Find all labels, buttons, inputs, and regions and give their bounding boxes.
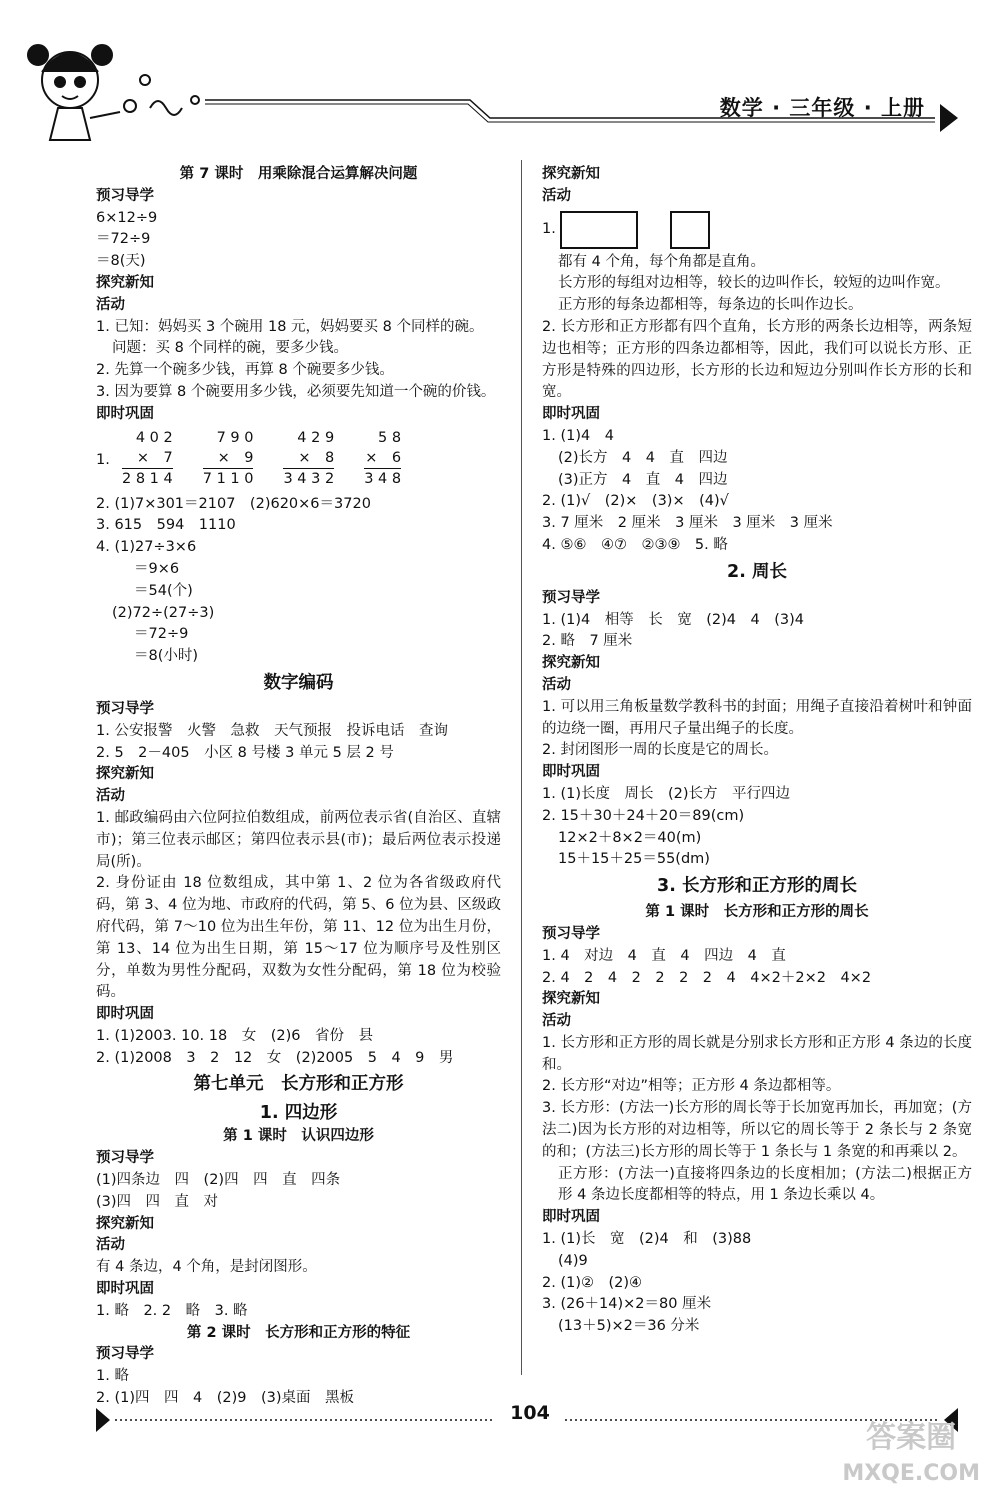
subsection-heading: 预习导学 (96, 700, 154, 717)
text-line: (2)长方 4 4 直 四边 (558, 449, 728, 466)
left-section-lesson7 (96, 164, 501, 426)
left-section-quadrilateral (96, 1126, 501, 1409)
mult-op: × 6 (364, 448, 401, 469)
text-line: 3. 因为要算 8 个碗要用多少钱，必须要先知道一个碗的价钱。 (96, 383, 496, 400)
text-line: 长方形的每组对边相等，较长的边叫作长，较短的边叫作宽。 (558, 275, 950, 292)
watermark-logo (842, 1420, 980, 1492)
subsection-heading: 即时巩固 (542, 764, 600, 781)
section-title-rect-perimeter: 3. 长方形和正方形的周长 (657, 876, 857, 897)
section-title-digital-code: 数字编码 (263, 672, 334, 693)
subsection-heading: 即时巩固 (96, 1006, 154, 1023)
watermark-line2: MXQE.COM (842, 1461, 980, 1486)
subsection-heading: 探究新知 (542, 655, 600, 672)
subsection-heading: 预习导学 (542, 925, 600, 942)
left-section-lesson7-b (96, 494, 501, 668)
vertical-multiplication (364, 428, 401, 489)
text-line: 1. 已知：妈妈买 3 个碗用 18 元，妈妈要买 8 个同样的碗。 (96, 318, 484, 335)
text-line: 12×2＋8×2＝40(m) (558, 829, 702, 846)
text-line: 4. (1)27÷3×6 (96, 539, 197, 556)
unit-title: 第七单元 长方形和正方形 (193, 1074, 404, 1095)
subsection-heading: 探究新知 (96, 274, 154, 291)
vertical-multiplication-row (96, 428, 501, 494)
square-shape (670, 211, 710, 249)
subsection-heading: 即时巩固 (542, 406, 600, 423)
text-line: (3)正方 4 直 4 四边 (558, 471, 728, 488)
text-line: 2. 4 2 4 2 2 2 2 4 4×2＋2×2 4×2 (542, 969, 872, 986)
watermark-line1: 答案圈 (866, 1420, 957, 1455)
lesson-heading: 第 1 课时 长方形和正方形的周长 (645, 904, 869, 921)
text-line: 2. (1)2008 3 2 12 女 (2)2005 5 4 9 男 (96, 1049, 454, 1066)
subsection-heading: 活动 (96, 296, 125, 313)
mult-top: 5 8 (378, 429, 402, 446)
subsection-heading: 预习导学 (96, 1346, 154, 1363)
text-line: 1. 略 2. 2 略 3. 略 (96, 1302, 248, 1319)
lesson-heading: 第 1 课时 认识四边形 (223, 1128, 374, 1145)
subsection-heading: 预习导学 (96, 187, 154, 204)
subsection-heading: 即时巩固 (96, 1281, 154, 1298)
text-line: 2. 15＋30＋24＋20＝89(cm) (542, 807, 745, 824)
text-line: ＝8(天) (96, 253, 146, 270)
right-section-rect-perimeter (542, 902, 972, 1338)
lesson-heading: 第 7 课时 用乘除混合运算解决问题 (179, 166, 418, 182)
text-line: 3. (26＋14)×2＝80 厘米 (542, 1296, 712, 1313)
cartoon-girl-icon (28, 45, 199, 140)
text-line: 2. 长方形和正方形都有四个直角，长方形的两条长边相等，两条短边也相等；正方形的四条边都相等，因此，我们可以说长方形、正方形是特殊的四边形，长方形的长边和短边分别叫作长方形的长和宽。 (542, 318, 972, 401)
text-line: 2. 长方形“对边”相等；正方形 4 条边都相等。 (542, 1078, 841, 1095)
text-line: (4)9 (558, 1252, 588, 1269)
mult-top: 4 2 9 (297, 429, 335, 446)
text-line: 1. 邮政编码由六位阿拉伯数组成，前两位表示省(自治区、直辖市)；第三位表示邮区；第四位表示县(市)；最后两位表示投递局(所)。 (96, 809, 501, 870)
text-line: (2)72÷(27÷3) (112, 604, 215, 621)
subsection-heading: 活动 (96, 1237, 125, 1254)
text-line: 1. 略 (96, 1368, 129, 1385)
text-line: (3)四 四 直 对 (96, 1193, 219, 1210)
mult-label: 1. (96, 451, 110, 468)
subsection-heading: 活动 (96, 788, 125, 805)
subsection-heading: 活动 (542, 1013, 571, 1030)
text-line: 问题：买 8 个同样的碗，要多少钱。 (112, 340, 348, 357)
text-line: ＝9×6 (134, 560, 180, 577)
text-line: 都有 4 个角，每个角都是直角。 (558, 253, 765, 270)
text-line: ＝8(小时) (134, 648, 199, 665)
left-section-code (96, 699, 501, 1070)
text-line: 3. 长方形：(方法一)长方形的周长等于长加宽再加长，再加宽；(方法二)因为长方形的对边相等，所以它的周长等于 2 条长与 2 条宽的和；(方法三)长方形的周长等于 1 条长与 1 条宽的和再乘以 2。 (542, 1100, 972, 1160)
subsection-heading: 探究新知 (96, 1215, 154, 1232)
vertical-multiplication (283, 428, 334, 489)
page-number: 104 (510, 1402, 550, 1424)
right-section-explore (542, 164, 972, 208)
text-line: 2. (1)√ (2)× (3)× (4)√ (542, 493, 729, 510)
subsection-heading: 探究新知 (96, 766, 154, 783)
mult-res: 3 4 3 2 (283, 470, 335, 487)
text-line: 正方形的每条边都相等，每条边的长叫作边长。 (558, 297, 863, 314)
text-line: 2. 封闭图形一周的长度是它的周长。 (542, 742, 778, 759)
subsection-heading: 预习导学 (96, 1150, 154, 1167)
text-line: 2. 5 2－405 小区 8 号楼 3 单元 5 层 2 号 (96, 744, 394, 761)
rectangle-shape (560, 211, 638, 249)
mult-res: 2 8 1 4 (122, 470, 173, 487)
vertical-multiplication (122, 428, 173, 489)
text-line: 2. 身份证由 18 位数组成，其中第 1、2 位为各省级政府代码，第 3、4 位为地、市政府的代码，第 5、6 位为县、区级政府代码，第 7～10 位为出生年份，第 11、12 位为出生月份，第 13、14 位为出生日期，第 15～17 位为顺序号及性别区分，单数为男性分配码，双数为女性分配码，第 18 位为校验码。 (96, 875, 501, 1001)
section-title-quadrilateral: 1. 四边形 (259, 1103, 338, 1124)
text-line: 4. ⑤⑥ ④⑦ ②③⑨ 5. 略 (542, 536, 728, 553)
text-line: 1. 公安报警 火警 急救 天气预报 投诉电话 查询 (96, 722, 448, 739)
text-line: ＝72÷9 (96, 231, 151, 248)
subsection-heading: 活动 (542, 676, 571, 693)
subsection-heading: 预习导学 (542, 589, 600, 606)
text-line: 1. (1)长 宽 (2)4 和 (3)88 (542, 1231, 752, 1248)
book-title: 数学 · 三年级 · 上册 (719, 96, 925, 120)
text-line: 1. (1)4 4 (542, 427, 614, 444)
text-line: 1. 4 对边 4 直 4 四边 4 直 (542, 947, 786, 964)
text-line: (1)四条边 四 (2)四 四 直 四条 (96, 1172, 341, 1189)
column-divider (521, 160, 522, 1375)
right-section-features (542, 252, 972, 557)
lesson-heading: 第 2 课时 长方形和正方形的特征 (186, 1324, 411, 1341)
left-column (96, 164, 501, 1410)
subsection-heading: 即时巩固 (542, 1209, 600, 1226)
right-column (542, 164, 972, 1338)
text-line: 3. 615 594 1110 (96, 517, 236, 534)
right-section-perimeter (542, 588, 972, 871)
shapes-row (542, 208, 972, 252)
text-line: ＝72÷9 (134, 626, 189, 643)
text-line: 有 4 条边，4 个角，是封闭图形。 (96, 1259, 317, 1276)
vertical-multiplication (203, 428, 254, 489)
text-line: ＝54(个) (134, 582, 193, 599)
text-line: 6×12÷9 (96, 209, 158, 226)
subsection-heading: 活动 (542, 187, 571, 204)
text-line: 2. 略 7 厘米 (542, 633, 633, 650)
subsection-heading: 探究新知 (542, 991, 600, 1008)
mult-res: 7 1 1 0 (202, 470, 254, 487)
subsection-heading: 探究新知 (542, 166, 600, 182)
text-line: (13＋5)×2＝36 分米 (558, 1318, 700, 1335)
mult-op: × 7 (122, 448, 173, 469)
text-line: 正方形：(方法一)直接将四条边的长度相加；(方法二)根据正方形 4 条边长度都相等的特点，用 1 条边长乘以 4。 (558, 1165, 972, 1204)
text-line: 1. (1)2003. 10. 18 女 (2)6 省份 县 (96, 1027, 373, 1044)
section-title-perimeter: 2. 周长 (727, 561, 787, 582)
text-line: 2. (1)四 四 4 (2)9 (3)桌面 黑板 (96, 1390, 355, 1407)
text-line: 2. 先算一个碗多少钱，再算 8 个碗要多少钱。 (96, 362, 394, 379)
text-line: 1. 可以用三角板量数学教科书的封面；用绳子直接沿着树叶和钟面的边绕一圈，再用尺子量出绳子的长度。 (542, 698, 972, 737)
mult-op: × 8 (283, 448, 334, 469)
text-line: 2. (1)7×301＝2107 (2)620×6＝3720 (96, 495, 371, 512)
page-header (0, 0, 1000, 150)
subsection-heading: 即时巩固 (96, 405, 154, 422)
mult-top: 4 0 2 (135, 429, 173, 446)
text-line: 1. (1)长度 周长 (2)长方 平行四边 (542, 785, 791, 802)
mult-op: × 9 (203, 448, 254, 469)
text-line: 1. 长方形和正方形的周长就是分别求长方形和正方形 4 条边的长度和。 (542, 1034, 972, 1073)
text-line: 2. (1)② (2)④ (542, 1274, 643, 1291)
mult-top: 7 9 0 (216, 429, 254, 446)
text-line: 3. 7 厘米 2 厘米 3 厘米 3 厘米 3 厘米 (542, 515, 833, 532)
text-line: 15＋15＋25＝55(dm) (558, 851, 710, 868)
text-line: 1. (1)4 相等 长 宽 (2)4 4 (3)4 (542, 611, 804, 628)
mult-res: 3 4 8 (364, 470, 402, 487)
shapes-label: 1. (542, 220, 556, 237)
header-decoration (0, 0, 1000, 150)
